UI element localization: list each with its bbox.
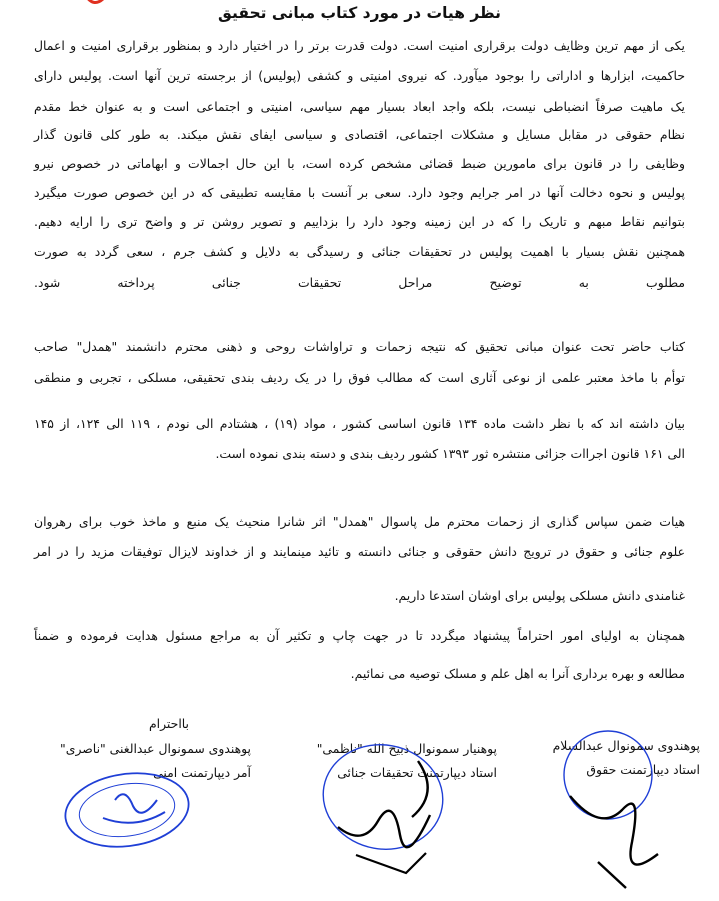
- closing-regards: بااحترام: [148, 716, 189, 731]
- text-line: یک ماهیت صرفاً انضباطی نیست، بلکه واجد ابعاد بسیار مهم سیاسی، امنیتی و اجتماعی است و به عنوان خط مقدم: [34, 99, 685, 114]
- text-line: همچنین نقش بسیار با اهمیت پولیس در تحقیقات جنائی و رسیدگی به دلایل و کشف جرم ، سعی گردد به صورت: [34, 244, 685, 259]
- text-line: بتوانیم نقاط مبهم و تاریک را که در این زمینه وجود دارد را بزداییم و تصویر روشن تر و واضح تری را ارایه دهیم.: [34, 214, 685, 229]
- text-line: غنامندی دانش مسلکی پولیس برای اوشان استدعا داریم.: [394, 588, 685, 603]
- text-line: کتاب حاضر تحت عنوان مبانی تحقیق که نتیجه زحمات و تراواشات روحی و ذهنی محترم دانشمند "همدل" صاحب: [34, 339, 685, 354]
- text-line: نظام حقوقی در مقابل مسایل و مشکلات اجتماعی، اقتصادی و سیاسی ایفای نقش میکند. به طور کلی قانون گذار: [34, 127, 685, 142]
- text-line: یکی از مهم ترین وظایف دولت برقراری امنیت است. دولت قدرت برتر را در اختیار دارد و بمنظور برقراری امنیت و اعمال: [34, 38, 685, 53]
- text-line: بیان داشته اند که با نظر داشت ماده ۱۳۴ قانون اساسی کشور ، مواد (۱۹) ، هشتادم الی نودم ، ۱۱۹ الی ۱۲۴، از ۱۴۵: [34, 416, 685, 431]
- text-line: توأم با ماخذ معتبر علمی از نوعی آثاری است که مطالب فوق را در یک ردیف بندی تحقیقی، مسلکی ، تجربی و منطقی: [34, 370, 685, 385]
- document-title: نظر هیات در مورد کتاب مبانی تحقیق: [218, 4, 501, 22]
- text-line: پولیس و نحوه دخالت آنها در امر جرایم وجود دارد. سعی بر آنست با مقایسه تطبیقی که در این خصوص صورت میگیرد: [34, 185, 685, 200]
- text-line: مطلوب به توضیح مراحل تحقیقات جنائی پرداخته شود.: [34, 275, 685, 290]
- text-line: الی ۱۶۱ قانون اجراات جزائی منتشره ثور ۱۳۹۳ کشور ردیف بندی و دسته بندی نموده است.: [215, 446, 685, 461]
- text-line: همچنان به اولیای امور احتراماً پیشنهاد میگردد تا در جهت چاپ و تکثیر آن به مراجع مسئول هدایت فرموده و ضمناً: [34, 628, 685, 643]
- signatory-2: [317, 741, 497, 789]
- signatory-title: استاد دیپارتمنت تحقیقات جنائی: [337, 765, 497, 780]
- text-line: وظایفی را در قانون برای مامورین ضبط قضائی مشخص کرده است، با این حال اجمالات و ابهاماتی در خصوص نیرو: [34, 156, 685, 171]
- signatory-name: پوهندوی سمونوال عبدالسلام: [552, 738, 700, 753]
- signatory-title: آمر دیپارتمنت امنی: [153, 765, 251, 780]
- signatory-name: پوهنیار سمونوال ذبیح الله "ناظمی": [316, 741, 497, 756]
- text-line: علوم جنائی و حقوق در ترویج دانش حقوقی و جنائی دانسته و تائید مینمایند و از خداوند لایزال توفیقات مزید را در امر: [34, 544, 685, 559]
- signatory-name: پوهندوی سمونوال عبدالغنی "ناصری": [60, 741, 251, 756]
- text-line: مطالعه و بهره برداری آنرا به اهل علم و مسلک توصیه می نمائیم.: [350, 666, 685, 681]
- text-line: حاکمیت، ابزارها و اداراتی را بوجود میآورد. که نیروی امنیتی و کشفی (پولیس) از برجسته ترین آنها است. پولیس دارای: [34, 68, 685, 83]
- signatory-title: استاد دیپارتمنت حقوق: [586, 762, 700, 777]
- text-line: هیات ضمن سپاس گذاری از زحمات محترم مل پاسوال "همدل" اثر شانرا منحیث یک منبع و ماخذ خوب برای رهروان: [34, 514, 685, 529]
- signatory-3: [60, 741, 251, 789]
- signatory-1: [553, 738, 700, 786]
